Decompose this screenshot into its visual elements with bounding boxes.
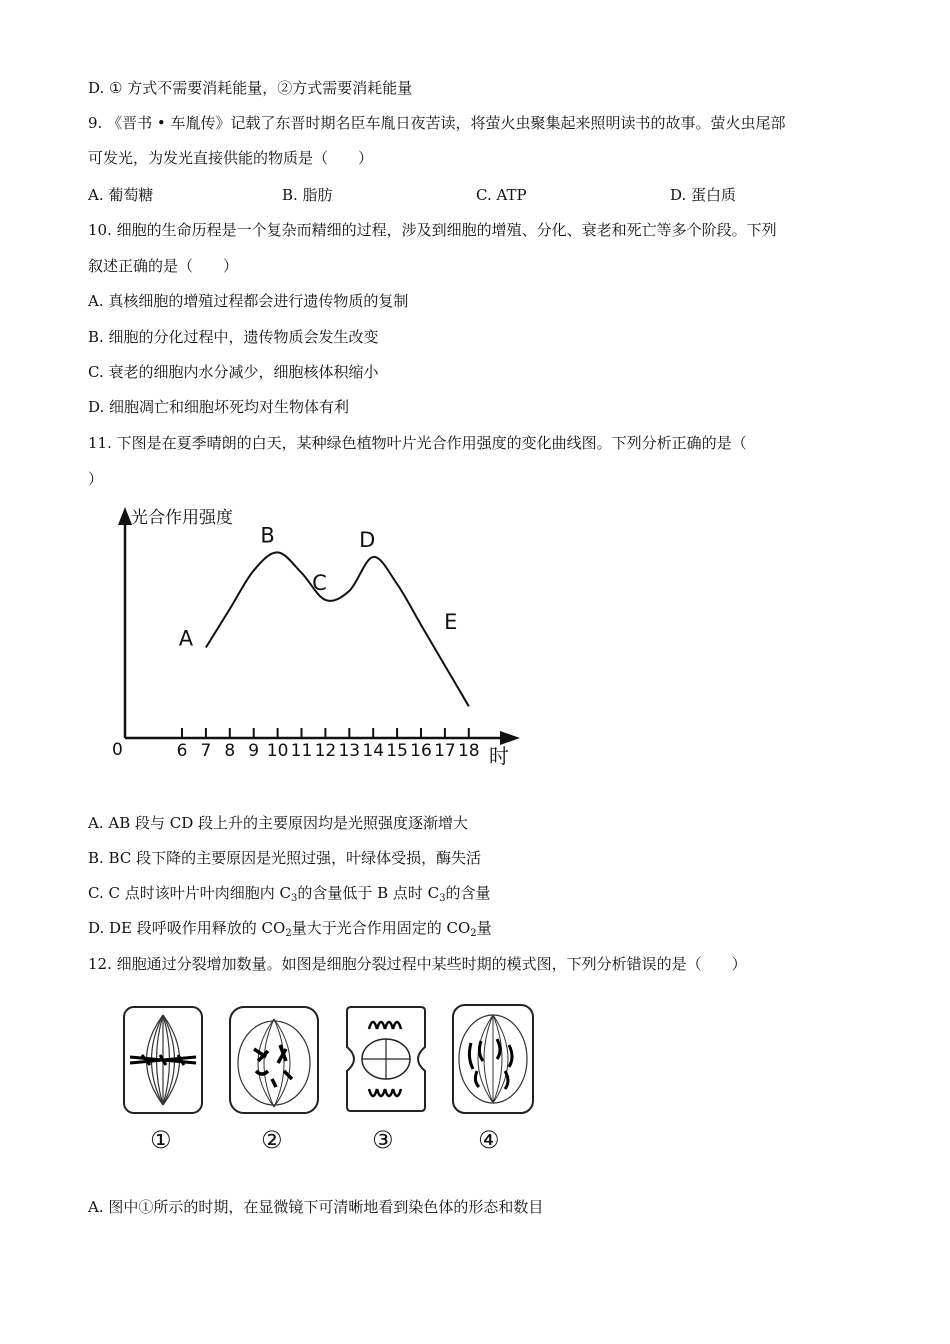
- q8-option-d: D. ① 方式不需要消耗能量，②方式需要消耗能量: [88, 79, 413, 97]
- point-label-C: C: [312, 570, 327, 595]
- x-tick-label: 14: [362, 741, 385, 761]
- chart-xlabel: 时: [489, 744, 509, 768]
- x-tick-label: 7: [200, 741, 212, 761]
- chart-point-labels: [179, 523, 458, 650]
- q11-option-a: A. AB 段与 CD 段上升的主要原因均是光照强度逐渐增大: [88, 814, 469, 832]
- cell-label-2: ②: [261, 1126, 283, 1154]
- cell-label-3: ③: [372, 1126, 394, 1154]
- chart-ticks: [177, 728, 480, 761]
- x-tick-label: 17: [434, 741, 456, 761]
- x-tick-label: 13: [338, 741, 361, 761]
- x-tick-label: 15: [386, 741, 408, 761]
- q10-option-c: C. 衰老的细胞内水分减少，细胞核体积缩小: [88, 363, 379, 381]
- x-tick-label: 12: [314, 741, 337, 761]
- x-tick-label: 16: [410, 741, 432, 761]
- point-label-E: E: [444, 609, 458, 634]
- q9-option-d: D. 蛋白质: [670, 186, 737, 204]
- y-axis-arrow: [118, 507, 132, 525]
- chart-origin-label: 0: [112, 740, 123, 760]
- x-axis-arrow: [500, 731, 520, 745]
- series-line: [206, 552, 469, 706]
- x-tick-label: 9: [248, 741, 260, 761]
- cell-diagram-2: [228, 1005, 320, 1115]
- q11-stem-line1: 11. 下图是在夏季晴朗的白天，某种绿色植物叶片光合作用强度的变化曲线图。下列分析正确的是（: [88, 434, 747, 452]
- q10-option-d: D. 细胞凋亡和细胞坏死均对生物体有利: [88, 398, 350, 416]
- point-label-B: B: [260, 523, 275, 548]
- x-tick-label: 8: [224, 741, 236, 761]
- x-tick-label: 6: [176, 741, 188, 761]
- chart-series: [206, 552, 469, 706]
- q10-stem-line2: 叙述正确的是（ ）: [88, 257, 239, 275]
- q11-option-b: B. BC 段下降的主要原因是光照过强，叶绿体受损，酶失活: [88, 849, 482, 867]
- q11-stem-line2: ）: [88, 470, 104, 488]
- point-label-A: A: [178, 626, 194, 651]
- x-tick-label: 11: [290, 741, 313, 761]
- x-tick-label: 10: [266, 741, 289, 761]
- q9-option-a: A. 葡萄糖: [88, 186, 154, 204]
- q10-option-a: A. 真核细胞的增殖过程都会进行遗传物质的复制: [88, 292, 409, 310]
- q11-option-d: D. DE 段呼吸作用释放的 $CO_2$量大于光合作用固定的 $CO_2$量: [88, 919, 492, 939]
- cell-diagram-4: [451, 1003, 535, 1115]
- cell-label-1: ①: [150, 1126, 172, 1154]
- cell-diagram-3: [343, 1003, 429, 1115]
- q12-stem: 12. 细胞通过分裂增加数量。如图是细胞分裂过程中某些时期的模式图，下列分析错误的是（ ）: [88, 955, 747, 973]
- q9-option-b: B. 脂肪: [282, 186, 333, 204]
- q9-stem-line1: 9. 《晋书 • 车胤传》记载了东晋时期名臣车胤日夜苦读，将萤火虫聚集起来照明读书的故事。萤火虫尾部: [88, 114, 786, 132]
- q9-option-c: C. ATP: [476, 186, 527, 204]
- point-label-D: D: [359, 527, 376, 552]
- chart-ylabel: 光合作用强度: [131, 508, 233, 528]
- q10-option-b: B. 细胞的分化过程中，遗传物质会发生改变: [88, 328, 379, 346]
- cell-label-4: ④: [478, 1126, 500, 1154]
- q10-stem-line1: 10. 细胞的生命历程是一个复杂而精细的过程，涉及到细胞的增殖、分化、衰老和死亡等多个阶段。下列: [88, 221, 777, 239]
- x-tick-label: 18: [457, 741, 480, 761]
- photosynthesis-chart: [100, 495, 540, 785]
- q11-option-c: C. C 点时该叶片叶肉细胞内 $C_3$的含量低于 B 点时 $C_3$的含量: [88, 884, 491, 904]
- cell-diagram-1: [122, 1005, 204, 1115]
- q12-option-a: A. 图中①所示的时期，在显微镜下可清晰地看到染色体的形态和数目: [88, 1198, 544, 1216]
- q9-stem-line2: 可发光，为发光直接供能的物质是（ ）: [88, 149, 374, 167]
